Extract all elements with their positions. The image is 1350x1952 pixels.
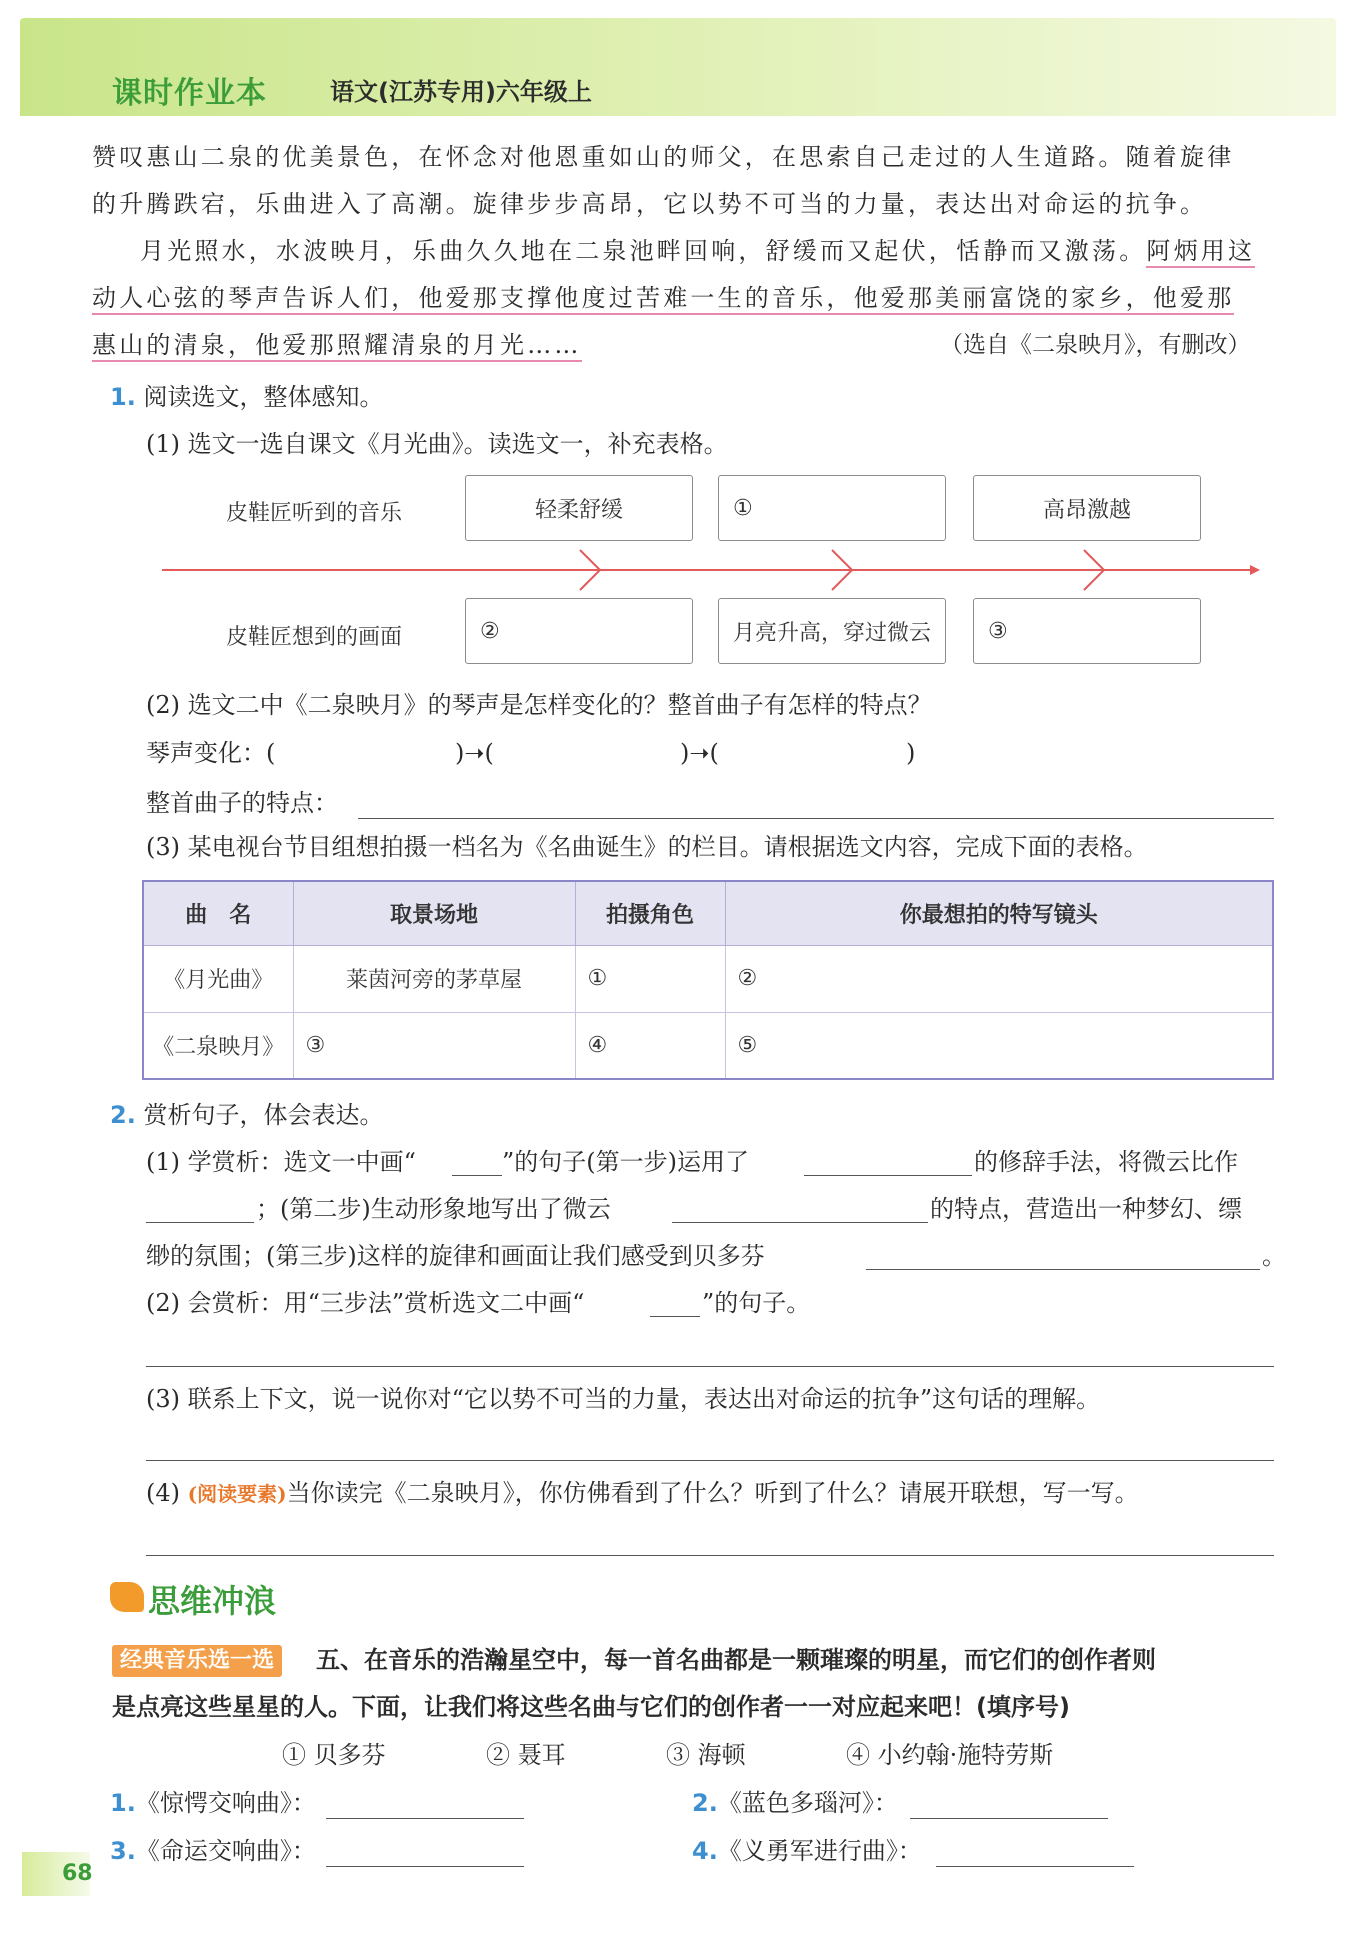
q2-s4-answer-line[interactable]	[146, 1555, 1274, 1556]
picture-box-2: 月亮升高，穿过微云	[718, 598, 946, 664]
q2-s2-answer-line[interactable]	[146, 1366, 1274, 1367]
q2-title: 赏析句子，体会表达。	[143, 1101, 384, 1129]
underlined-sentence-end: 惠山的清泉，他爱那照耀清泉的月光……	[92, 331, 582, 362]
program-table	[142, 880, 1274, 1080]
table-header: 拍摄角色	[575, 881, 725, 946]
q2-s4	[146, 1476, 1139, 1511]
q2-s2-mark-blank[interactable]	[650, 1316, 700, 1317]
composer-option: ② 聂耳	[486, 1741, 566, 1769]
match-answer-4[interactable]	[936, 1866, 1134, 1867]
song-feature-answer-line[interactable]	[358, 818, 1274, 819]
sound-change-row	[146, 736, 275, 770]
q2-s1-feature-blank[interactable]	[672, 1222, 928, 1223]
match-item-3	[110, 1834, 316, 1868]
q1-number: 1.	[110, 383, 136, 411]
book-subtitle: 语文(江苏专用)六年级上	[330, 78, 592, 106]
q2-s3: (3) 联系上下文，说一说你对“它以势不可当的力量，表达出对命运的抗争”这句话的理解。	[146, 1385, 1101, 1413]
q1-sub3: (3) 某电视台节目组想拍摄一档名为《名曲诞生》的栏目。请根据选文内容，完成下面的表格。	[146, 833, 1148, 861]
sound-change-arrow-2: )➝(	[680, 739, 719, 767]
q5-line-2: 是点亮这些星星的人。下面，让我们将这些名曲与它们的创作者一一对应起来吧！(填序号)	[112, 1693, 1070, 1721]
passage-line-3	[140, 234, 1255, 268]
music-box-2-blank[interactable]: ①	[718, 475, 946, 541]
section-title-siwei: 思维冲浪	[148, 1582, 277, 1620]
table-cell: 《月光曲》	[143, 946, 293, 1013]
q2-s1-part-c: 的修辞手法，将微云比作	[974, 1148, 1238, 1176]
page-number: 68	[22, 1852, 90, 1896]
picture-box-3-blank[interactable]: ③	[973, 598, 1201, 664]
passage-line-4	[92, 281, 1234, 315]
q2-s1-rhetoric-blank[interactable]	[804, 1175, 972, 1176]
passage-line-1: 赞叹惠山二泉的优美景色，在怀念对他恩重如山的师父，在思索自己走过的人生道路。随着旋律	[92, 143, 1235, 171]
composer-option: ④ 小约翰·施特劳斯	[846, 1741, 1054, 1769]
match-item-text: 《惊愕交响曲》：	[135, 1789, 316, 1817]
q2-s3-answer-line[interactable]	[146, 1460, 1274, 1461]
composer-option: ③ 海顿	[666, 1741, 746, 1769]
underlined-sentence-start: 阿炳用这	[1146, 237, 1255, 268]
q2-s1-part-g: 。	[1262, 1242, 1286, 1270]
song-feature-label: 整首曲子的特点：	[146, 789, 338, 817]
reading-element-tag: (阅读要素)	[187, 1482, 287, 1506]
q2-s2-part-b: ”的句子。	[702, 1289, 811, 1317]
table-cell-blank[interactable]: ⑤	[725, 1012, 1273, 1079]
match-item-number: 2.	[692, 1789, 718, 1817]
match-answer-2[interactable]	[910, 1818, 1108, 1819]
q1-sub2: (2) 选文二中《二泉映月》的琴声是怎样变化的？整首曲子有怎样的特点？	[146, 691, 932, 719]
diagram-label-picture: 皮鞋匠想到的画面	[226, 625, 403, 650]
book-brand: 课时作业本	[112, 76, 267, 111]
match-answer-3[interactable]	[326, 1866, 524, 1867]
sound-change-label: 琴声变化：(	[146, 739, 276, 767]
q2-s1-mark-blank[interactable]	[452, 1175, 502, 1176]
match-answer-1[interactable]	[326, 1818, 524, 1819]
passage-source: （选自《二泉映月》，有删改）	[940, 332, 1251, 358]
table-row	[143, 946, 1273, 1013]
q2-s1-part-b: ”的句子(第一步)运用了	[502, 1148, 749, 1176]
picture-box-1-blank[interactable]: ②	[465, 598, 693, 664]
music-quiz-tag: 经典音乐选一选	[112, 1645, 282, 1677]
passage-line-3-text: 月光照水，水波映月，乐曲久久地在二泉池畔回响，舒缓而又起伏，恬静而又激荡。	[140, 237, 1147, 265]
wave-icon	[110, 1582, 144, 1612]
q5-line-1: 五、在音乐的浩瀚星空中，每一首名曲都是一颗璀璨的明星，而它们的创作者则	[316, 1646, 1156, 1674]
underlined-sentence-mid: 动人心弦的琴声告诉人们，他爱那支撑他度过苦难一生的音乐，他爱那美丽富饶的家乡，他爱那	[92, 284, 1234, 315]
match-item-1	[110, 1786, 316, 1820]
match-item-number: 1.	[110, 1789, 136, 1817]
match-item-4	[692, 1834, 922, 1868]
diagram-label-music: 皮鞋匠听到的音乐	[226, 501, 403, 526]
match-item-2	[692, 1786, 898, 1820]
q2-s4-text: 当你读完《二泉映月》，你仿佛看到了什么？听到了什么？请展开联想，写一写。	[286, 1479, 1139, 1507]
table-row	[143, 1012, 1273, 1079]
table-header-row	[143, 881, 1273, 946]
q1-title: 阅读选文，整体感知。	[143, 383, 384, 411]
match-item-text: 《蓝色多瑙河》：	[717, 1789, 898, 1817]
match-item-text: 《命运交响曲》：	[135, 1837, 316, 1865]
table-header: 你最想拍的特写镜头	[725, 881, 1273, 946]
q1-heading	[110, 380, 383, 414]
passage-line-2: 的升腾跌宕，乐曲进入了高潮。旋律步步高昂，它以势不可当的力量，表达出对命运的抗争。	[92, 190, 1208, 218]
q2-s1-metaphor-blank[interactable]	[146, 1222, 254, 1223]
q2-s1-feeling-blank[interactable]	[866, 1269, 1260, 1270]
q2-s1-part-f: 缈的氛围；(第三步)这样的旋律和画面让我们感受到贝多芬	[146, 1242, 765, 1270]
q2-s1-part-a: (1) 学赏析：选文一中画“	[146, 1148, 416, 1176]
q2-s4-number: (4)	[146, 1479, 180, 1507]
table-header: 取景场地	[293, 881, 575, 946]
music-box-3: 高昂激越	[973, 475, 1201, 541]
diagram-arrow	[160, 548, 1260, 594]
table-cell: 《二泉映月》	[143, 1012, 293, 1079]
table-header: 曲 名	[143, 881, 293, 946]
table-cell-blank[interactable]: ①	[575, 946, 725, 1013]
q2-s1-part-d: ；(第二步)生动形象地写出了微云	[256, 1195, 611, 1223]
music-box-1: 轻柔舒缓	[465, 475, 693, 541]
match-item-number: 4.	[692, 1837, 718, 1865]
q2-s1-part-e: 的特点，营造出一种梦幻、缥	[930, 1195, 1242, 1223]
table-cell-blank[interactable]: ②	[725, 946, 1273, 1013]
q2-s2-part-a: (2) 会赏析：用“三步法”赏析选文二中画“	[146, 1289, 585, 1317]
passage-line-5	[92, 328, 582, 362]
page-header	[20, 18, 1336, 116]
table-cell-blank[interactable]: ④	[575, 1012, 725, 1079]
q2-number: 2.	[110, 1101, 136, 1129]
table-cell-blank[interactable]: ③	[293, 1012, 575, 1079]
composer-option: ① 贝多芬	[282, 1741, 386, 1769]
q2-heading	[110, 1098, 383, 1132]
table-cell: 莱茵河旁的茅草屋	[293, 946, 575, 1013]
match-item-text: 《义勇军进行曲》：	[717, 1837, 922, 1865]
sound-change-arrow-1: )➝(	[455, 739, 494, 767]
q1-sub1: (1) 选文一选自课文《月光曲》。读选文一，补充表格。	[146, 430, 728, 458]
sound-change-close: )	[906, 739, 916, 767]
match-item-number: 3.	[110, 1837, 136, 1865]
